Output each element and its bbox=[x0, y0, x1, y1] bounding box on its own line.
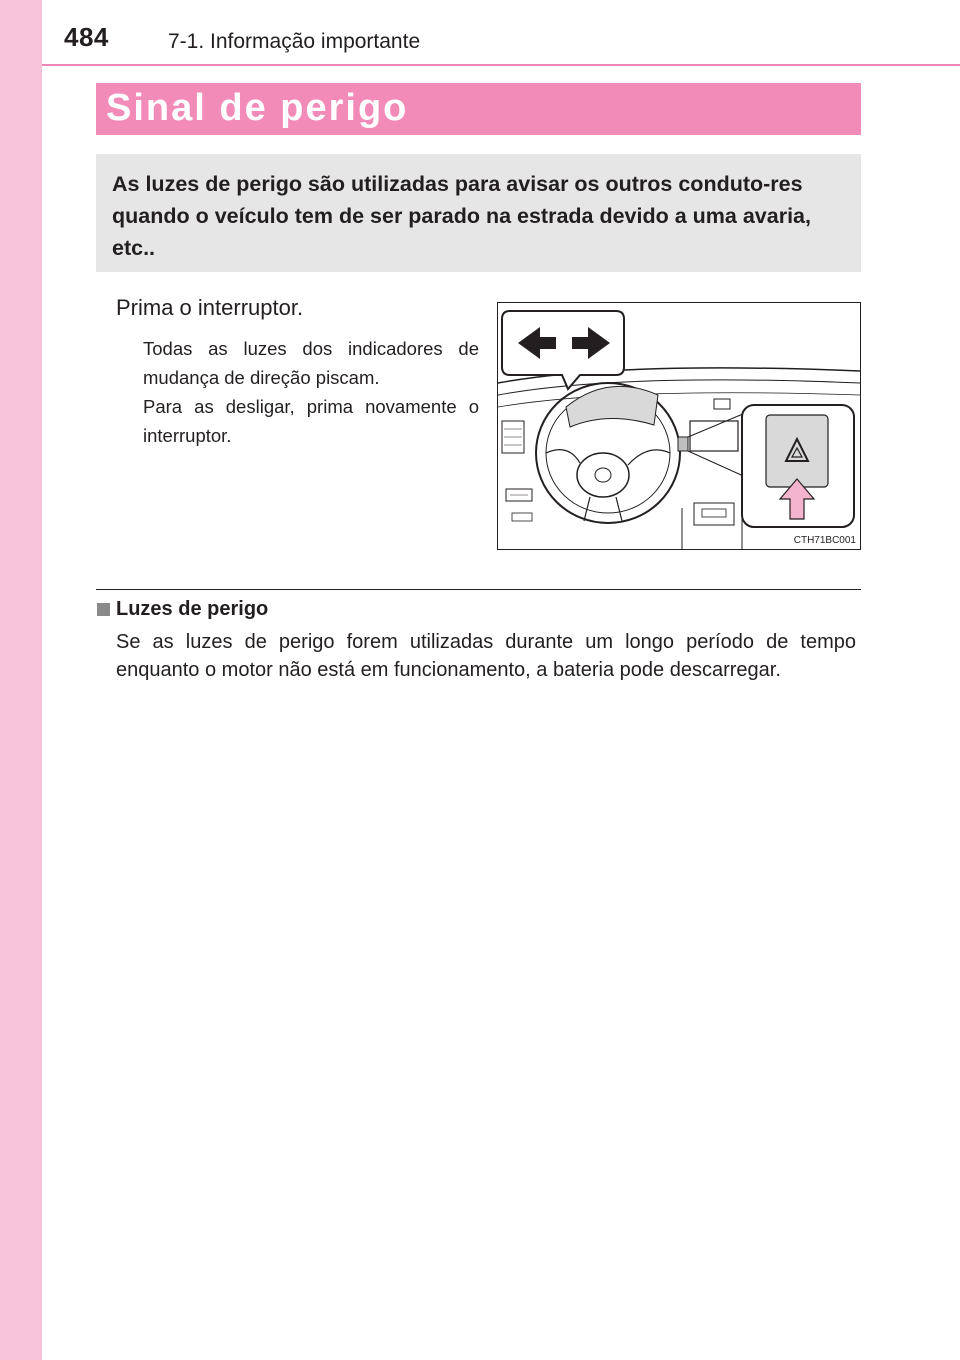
page-number: 484 bbox=[64, 22, 109, 52]
note-body bbox=[116, 628, 856, 684]
step-desc-line2: Para as desligar, prima novamente o interruptor. bbox=[143, 396, 479, 446]
note-title: Luzes de perigo bbox=[116, 598, 269, 620]
step-desc-line1: Todas as luzes dos indicadores de mudança de direção piscam. bbox=[143, 338, 479, 388]
side-color-strip bbox=[0, 0, 42, 1360]
figure-code: CTH71BC001 bbox=[793, 535, 856, 546]
note-line2: enquanto o motor não está em funcionamento, a bateria pode descarregar. bbox=[116, 659, 781, 681]
step-description bbox=[143, 334, 479, 450]
intro-box bbox=[96, 154, 861, 272]
note-line1: Se as luzes de perigo forem utilizadas durante um longo período de tempo bbox=[116, 631, 856, 653]
page-title: Sinal de perigo bbox=[106, 87, 409, 129]
dashboard-figure bbox=[497, 302, 861, 550]
intro-text: As luzes de perigo são utilizadas para avisar os outros conduto-res quando o veículo tem de ser parado na estrada devido a uma avaria, etc.. bbox=[112, 172, 811, 260]
title-bar bbox=[96, 83, 861, 135]
section-label: 7-1. Informação importante bbox=[168, 30, 421, 53]
dashboard-illustration bbox=[498, 303, 860, 549]
note-rule bbox=[96, 589, 861, 590]
square-bullet-icon bbox=[97, 603, 110, 616]
header-rule bbox=[42, 64, 960, 66]
step-action: Prima o interruptor. bbox=[116, 295, 304, 320]
